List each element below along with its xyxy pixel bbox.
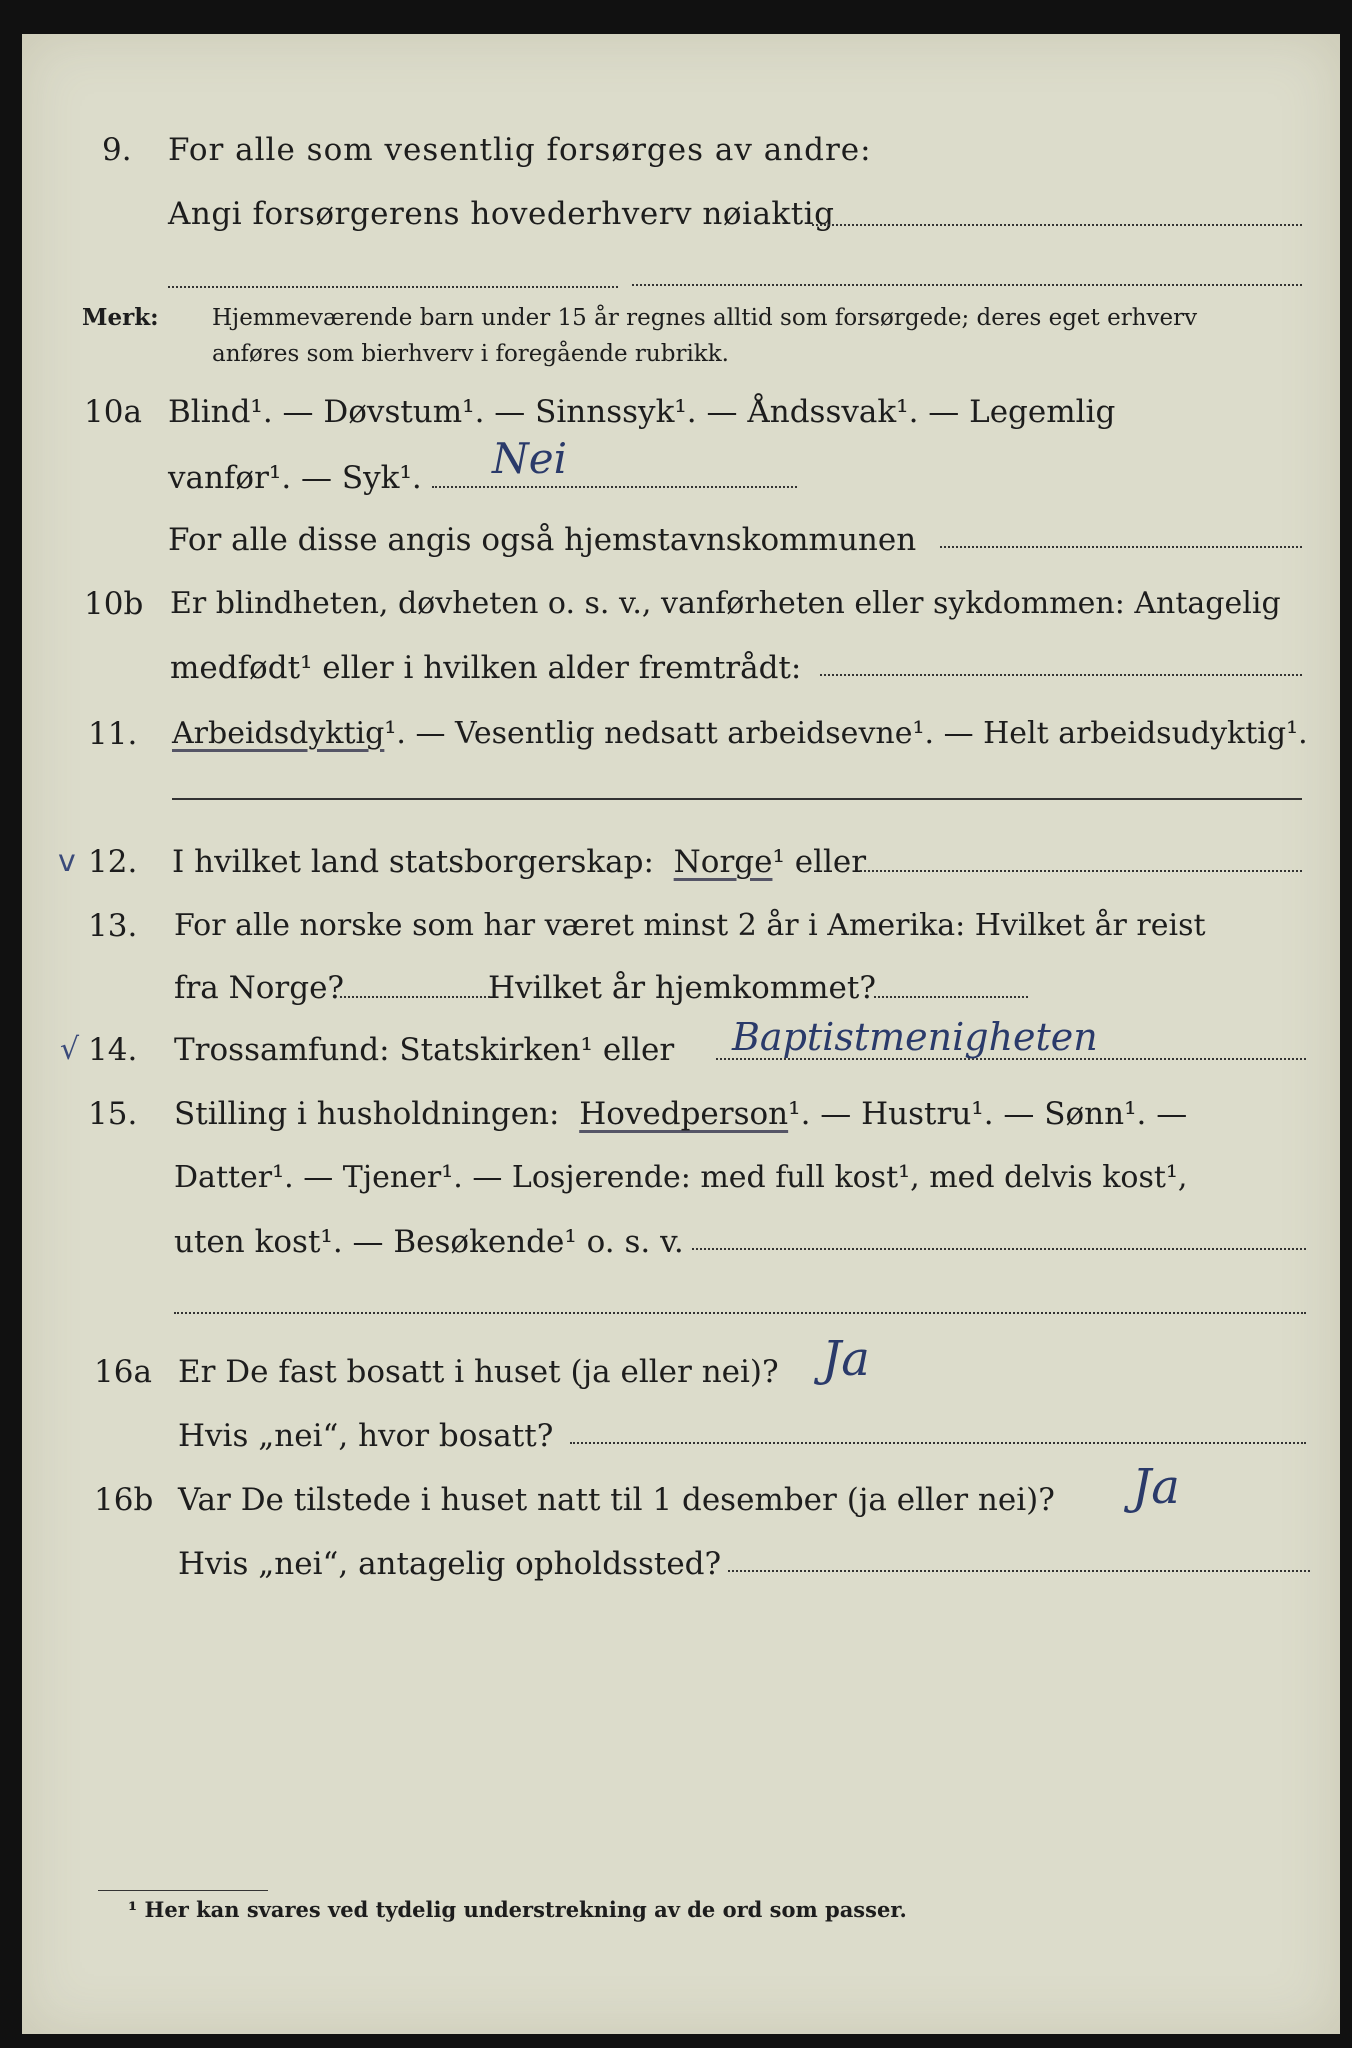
q9-answer-line-2a: [168, 286, 618, 288]
q16a-handwritten-answer: Ja: [822, 1331, 870, 1387]
q10a-line1: Blind¹. — Døvstum¹. — Sinnssyk¹. — Åndssvak¹. — Legemlig: [168, 394, 1116, 430]
q15-line2: Datter¹. — Tjener¹. — Losjerende: med full kost¹, med delvis kost¹,: [174, 1160, 1188, 1195]
q9-number: 9.: [102, 132, 132, 168]
q15-line3: uten kost¹. — Besøkende¹ o. s. v.: [174, 1224, 684, 1260]
q11-rest: ¹. — Vesentlig nedsatt arbeidsevne¹. — Helt arbeidsudyktig¹.: [384, 716, 1308, 751]
q9-answer-line-2b: [632, 284, 1302, 286]
q16b-number: 16b: [94, 1482, 154, 1518]
q13-line2b: Hvilket år hjemkommet?: [488, 970, 876, 1006]
q12-checkmark: v: [58, 844, 76, 879]
q15-underlined-answer: Hovedperson: [579, 1096, 789, 1132]
q16a-number: 16a: [94, 1354, 152, 1390]
q16a-answer-line: [570, 1442, 1306, 1444]
q10a-line2: vanfør¹. — Syk¹.: [168, 460, 422, 496]
q11-answer-line: [172, 798, 1302, 800]
q16a-line2: Hvis „nei“, hvor bosatt?: [178, 1418, 554, 1454]
merk-line2: anføres som bierhverv i foregående rubrikk.: [212, 341, 729, 367]
q10b-answer-line: [820, 674, 1302, 676]
q13-departure-line: [340, 996, 490, 998]
merk-line1: Hjemmeværende barn under 15 år regnes alltid som forsørgede; deres eget erhverv: [212, 305, 1198, 331]
q15-question: Stilling i husholdningen:: [174, 1096, 560, 1132]
merk-label: Merk:: [82, 304, 159, 331]
q14-number: 14.: [88, 1032, 138, 1068]
q11-underlined-answer: Arbeidsdyktig: [172, 716, 385, 751]
q10b-number: 10b: [84, 586, 144, 622]
footnote-text: ¹ Her kan svares ved tydelig understrekning av de ord som passer.: [128, 1897, 907, 1922]
q16b-line2: Hvis „nei“, antagelig opholdssted?: [178, 1546, 722, 1582]
q12-question: I hvilket land statsborgerskap:: [172, 844, 654, 880]
q10a-hometown-line: [940, 546, 1302, 548]
q12-eller: ¹ eller: [772, 844, 867, 880]
q10a-line3: For alle disse angis også hjemstavnskommunen: [168, 522, 917, 558]
q12-answer-line: [860, 870, 1302, 872]
q15-line1: [174, 1094, 1187, 1134]
q11-number: 11.: [88, 716, 138, 752]
q14-checkmark: √: [60, 1032, 80, 1067]
footnote-rule: [98, 1890, 268, 1891]
q13-line2a: fra Norge?: [174, 970, 345, 1006]
q10a-handwritten-answer: Nei: [492, 434, 568, 483]
census-form-page: [22, 34, 1340, 2034]
q10b-line2: medfødt¹ eller i hvilken alder fremtrådt:: [170, 650, 802, 686]
q13-line1: For alle norske som har været minst 2 år i Amerika: Hvilket år reist: [174, 908, 1206, 943]
q14-handwritten-answer: Baptistmenigheten: [732, 1015, 1098, 1059]
q12-line: [172, 842, 866, 882]
q15-number: 15.: [88, 1096, 138, 1132]
q16b-answer-line: [728, 1570, 1310, 1572]
q9-answer-line: [812, 224, 1302, 226]
q16b-handwritten-answer: Ja: [1132, 1459, 1180, 1515]
q14-line: Trossamfund: Statskirken¹ eller: [174, 1032, 675, 1068]
q12-underlined-answer: Norge: [673, 844, 773, 880]
q12-number: 12.: [88, 844, 138, 880]
q9-line2: Angi forsørgerens hovederhverv nøiaktig: [168, 196, 835, 232]
q15-answer-line-2: [174, 1312, 1306, 1314]
q15-answer-line: [692, 1248, 1306, 1250]
q15-rest: ¹. — Hustru¹. — Sønn¹. —: [788, 1096, 1188, 1132]
q13-return-line: [874, 996, 1028, 998]
q10a-number: 10a: [84, 394, 142, 430]
q13-number: 13.: [88, 908, 138, 944]
q16a-line1: Er De fast bosatt i huset (ja eller nei)?: [178, 1354, 779, 1390]
q11-line: [172, 714, 1308, 754]
q10b-line1: Er blindheten, døvheten o. s. v., vanførheten eller sykdommen: Antagelig: [170, 586, 1281, 621]
q9-line1: For alle som vesentlig forsørges av andre:: [168, 132, 872, 168]
q16b-line1: Var De tilstede i huset natt til 1 desember (ja eller nei)?: [178, 1482, 1055, 1518]
q10a-answer-line: [432, 486, 797, 488]
